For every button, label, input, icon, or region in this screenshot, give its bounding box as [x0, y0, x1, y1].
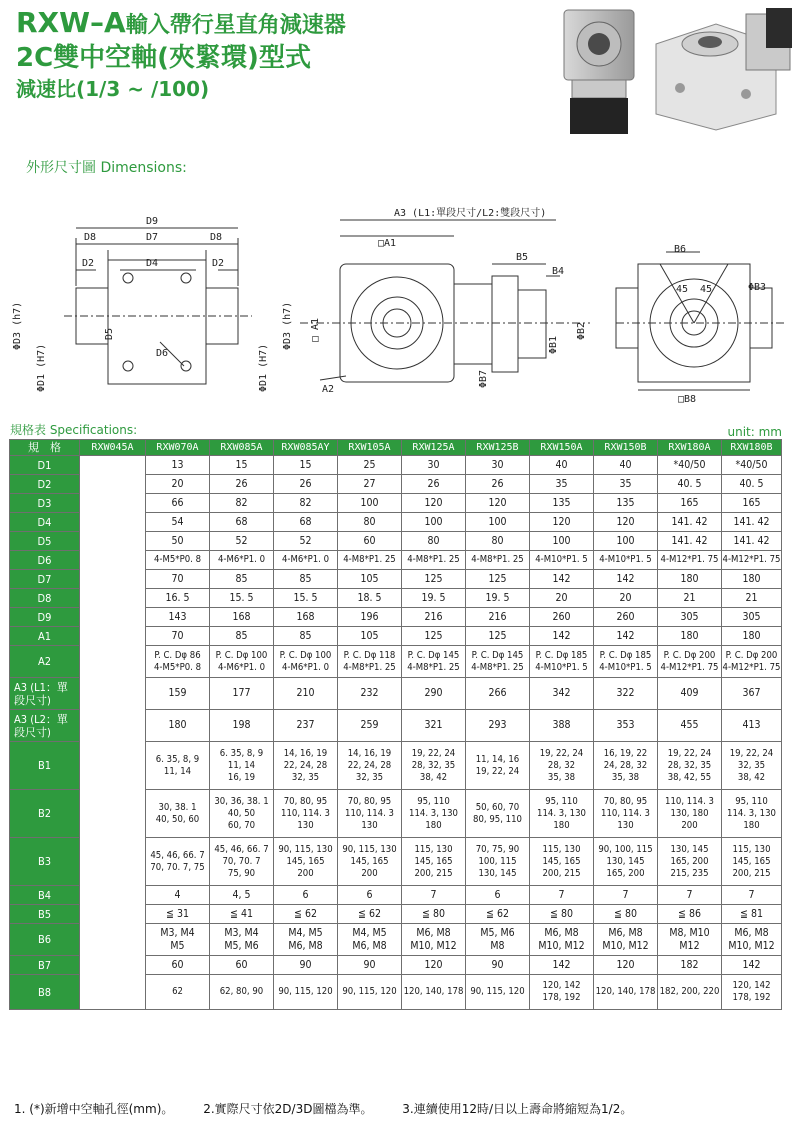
table-cell: ≦ 62	[338, 905, 402, 924]
label-d4: D4	[146, 258, 159, 269]
table-cell: 290	[402, 678, 466, 710]
label-a2: A2	[322, 384, 335, 395]
table-cell: ≦ 80	[594, 905, 658, 924]
table-cell: 182	[658, 956, 722, 975]
table-cell: 60	[210, 956, 274, 975]
table-cell: 143	[146, 608, 210, 627]
table-cell: 120, 140, 178	[402, 975, 466, 1010]
label-b6: B6	[674, 244, 687, 255]
table-cell: 120	[466, 494, 530, 513]
table-cell: 180	[658, 570, 722, 589]
table-cell: 35	[530, 475, 594, 494]
table-cell: ≦ 62	[466, 905, 530, 924]
table-cell: M4, M5 M6, M8	[274, 924, 338, 956]
table-cell: 232	[338, 678, 402, 710]
table-cell: 60	[338, 532, 402, 551]
table-cell: 165	[658, 494, 722, 513]
table-cell: 293	[466, 710, 530, 742]
table-cell: 100	[402, 513, 466, 532]
column-header: RXW125A	[402, 440, 466, 456]
table-cell: 115, 130 145, 165 200, 215	[402, 838, 466, 886]
row-label: D1	[10, 456, 80, 475]
table-cell: 70, 80, 95 110, 114. 3 130	[338, 790, 402, 838]
table-cell: 260	[594, 608, 658, 627]
table-cell: 120, 142 178, 192	[722, 975, 782, 1010]
table-cell: P. C. Dφ 185 4-M10*P1. 5	[530, 646, 594, 678]
table-cell: 15	[210, 456, 274, 475]
label-a1-side: □ A1	[310, 317, 321, 342]
label-d7: D7	[146, 232, 159, 243]
table-cell: 115, 130 145, 165 200, 215	[530, 838, 594, 886]
table-cell: 19, 22, 24 28, 32, 35 38, 42, 55	[658, 742, 722, 790]
label-d8-left: D8	[84, 232, 97, 243]
row-label: B4	[10, 886, 80, 905]
label-d2-left: D2	[82, 258, 95, 269]
label-b5: B5	[516, 252, 529, 263]
table-cell: 4-M8*P1. 25	[338, 551, 402, 570]
table-cell: 110, 114. 3 130, 180 200	[658, 790, 722, 838]
table-cell: 40. 5	[658, 475, 722, 494]
table-cell: 82	[274, 494, 338, 513]
table-cell: 142	[594, 570, 658, 589]
dimensions-label: 外形尺寸圖 Dimensions:	[26, 160, 187, 176]
table-cell: 7	[402, 886, 466, 905]
table-cell: 4-M5*P0. 8	[146, 551, 210, 570]
table-cell: ≦ 86	[658, 905, 722, 924]
table-cell: 21	[658, 589, 722, 608]
table-cell: 4-M8*P1. 25	[466, 551, 530, 570]
product-photo-small	[560, 4, 642, 138]
table-cell: M5, M6 M8	[466, 924, 530, 956]
table-cell: 62, 80, 90	[210, 975, 274, 1010]
label-d8-right: D8	[210, 232, 223, 243]
table-cell: 100	[530, 532, 594, 551]
table-cell: 30	[402, 456, 466, 475]
table-cell: 120	[402, 956, 466, 975]
row-label: B7	[10, 956, 80, 975]
table-cell: 120	[594, 956, 658, 975]
table-cell: 26	[402, 475, 466, 494]
table-cell: 105	[338, 570, 402, 589]
table-cell: 19. 5	[466, 589, 530, 608]
label-b2: ΦB2	[576, 321, 587, 340]
table-cell: 30, 36, 38. 1 40, 50 60, 70	[210, 790, 274, 838]
label-d9: D9	[146, 216, 159, 227]
table-row	[10, 456, 782, 475]
table-cell: 90	[338, 956, 402, 975]
table-cell: 95, 110 114. 3, 130 180	[530, 790, 594, 838]
table-body	[10, 456, 782, 1010]
row-label: D3	[10, 494, 80, 513]
row-label: A2	[10, 646, 80, 678]
label-d1-left: ΦD1 (H7)	[36, 343, 47, 392]
table-cell: 45, 46, 66. 7 70, 70. 7 75, 90	[210, 838, 274, 886]
table-cell: 90, 115, 130 145, 165 200	[338, 838, 402, 886]
table-cell: 159	[146, 678, 210, 710]
table-cell: 62	[146, 975, 210, 1010]
dimension-drawing	[0, 180, 800, 412]
table-cell: 120	[402, 494, 466, 513]
row-label: B3	[10, 838, 80, 886]
table-cell: 90, 100, 115 130, 145 165, 200	[594, 838, 658, 886]
row-label: B1	[10, 742, 80, 790]
table-cell: 90, 115, 120	[274, 975, 338, 1010]
table-cell: P. C. Dφ 185 4-M10*P1. 5	[594, 646, 658, 678]
table-cell: 182, 200, 220	[658, 975, 722, 1010]
table-cell: 20	[530, 589, 594, 608]
table-cell: 4-M6*P1. 0	[274, 551, 338, 570]
table-cell: 7	[594, 886, 658, 905]
table-cell: 68	[274, 513, 338, 532]
table-cell: *40/50	[722, 456, 782, 475]
table-cell: 7	[722, 886, 782, 905]
table-cell: 168	[274, 608, 338, 627]
label-d3-right: ΦD3 (h7)	[282, 301, 293, 350]
table-cell: 125	[466, 627, 530, 646]
table-cell: 14, 16, 19 22, 24, 28 32, 35	[338, 742, 402, 790]
table-cell: 30, 38. 1 40, 50, 60	[146, 790, 210, 838]
table-cell: M8, M10 M12	[658, 924, 722, 956]
label-angle-left: 45	[676, 284, 689, 295]
table-cell: ≦ 62	[274, 905, 338, 924]
table-cell: M6, M8 M10, M12	[594, 924, 658, 956]
title-block	[16, 6, 346, 104]
footer-note-2: 2.實際尺寸依2D/3D圖檔為準。	[203, 1102, 373, 1116]
table-cell: 100	[338, 494, 402, 513]
table-cell: 16. 5	[146, 589, 210, 608]
table-cell: 321	[402, 710, 466, 742]
table-cell: 305	[722, 608, 782, 627]
row-label: B8	[10, 975, 80, 1010]
table-cell: 266	[466, 678, 530, 710]
table-cell: 409	[658, 678, 722, 710]
table-cell: 180	[722, 570, 782, 589]
table-cell: 68	[210, 513, 274, 532]
table-cell: 30	[466, 456, 530, 475]
table-cell: ≦ 31	[146, 905, 210, 924]
table-cell: 7	[658, 886, 722, 905]
label-angle-right: 45	[700, 284, 713, 295]
table-cell: 26	[210, 475, 274, 494]
row-label: D7	[10, 570, 80, 589]
table-cell: ≦ 80	[402, 905, 466, 924]
table-cell: 120, 142 178, 192	[530, 975, 594, 1010]
table-cell: P. C. Dφ 86 4-M5*P0. 8	[146, 646, 210, 678]
column-header: RXW045A	[80, 440, 146, 456]
table-cell: 142	[722, 956, 782, 975]
row-label: A3 (L1：單 段尺寸)	[10, 678, 80, 710]
table-cell: 15	[274, 456, 338, 475]
table-cell: 85	[210, 570, 274, 589]
label-b4: B4	[552, 266, 565, 277]
table-cell: 6	[274, 886, 338, 905]
table-cell: 120	[594, 513, 658, 532]
table-cell: M3, M4 M5, M6	[210, 924, 274, 956]
table-cell: M6, M8 M10, M12	[402, 924, 466, 956]
table-cell: 90, 115, 120	[338, 975, 402, 1010]
column-header: RXW085AY	[274, 440, 338, 456]
label-a3: A3 (L1:單段尺寸/L2:雙段尺寸)	[394, 208, 547, 219]
spec-table	[9, 439, 782, 1010]
table-cell: 4, 5	[210, 886, 274, 905]
table-cell: 95, 110 114. 3, 130 180	[722, 790, 782, 838]
footer-notes	[14, 1100, 658, 1117]
table-cell: 216	[402, 608, 466, 627]
table-cell: M3, M4 M5	[146, 924, 210, 956]
subtitle-type: 2C雙中空軸(夾緊環)型式	[16, 43, 311, 73]
table-cell: 4-M12*P1. 75	[658, 551, 722, 570]
table-cell: 198	[210, 710, 274, 742]
table-cell: 4	[146, 886, 210, 905]
table-cell: 130, 145 165, 200 215, 235	[658, 838, 722, 886]
table-cell: *40/50	[658, 456, 722, 475]
table-cell: P. C. Dφ 118 4-M8*P1. 25	[338, 646, 402, 678]
header-label: 規 格	[10, 440, 80, 456]
table-cell: 455	[658, 710, 722, 742]
table-cell: 11, 14, 16 19, 22, 24	[466, 742, 530, 790]
row-label: A3 (L2：單 段尺寸)	[10, 710, 80, 742]
table-cell: 259	[338, 710, 402, 742]
label-d3-left: ΦD3 (h7)	[12, 301, 23, 350]
table-cell: 142	[530, 956, 594, 975]
table-cell: 141. 42	[722, 532, 782, 551]
table-cell: 142	[530, 627, 594, 646]
table-cell: 40	[594, 456, 658, 475]
label-b1: ΦB1	[548, 335, 559, 354]
table-cell: P. C. Dφ 200 4-M12*P1. 75	[658, 646, 722, 678]
table-cell: 66	[146, 494, 210, 513]
table-cell: 54	[146, 513, 210, 532]
table-cell: 50, 60, 70 80, 95, 110	[466, 790, 530, 838]
table-cell: 260	[530, 608, 594, 627]
table-cell: 237	[274, 710, 338, 742]
footer-note-3: 3.連續使用12時/日以上壽命將縮短為1/2。	[402, 1102, 633, 1116]
table-cell: 388	[530, 710, 594, 742]
table-cell: M6, M8 M10, M12	[722, 924, 782, 956]
table-cell: 18. 5	[338, 589, 402, 608]
table-cell: 180	[658, 627, 722, 646]
table-cell: 13	[146, 456, 210, 475]
table-cell: 353	[594, 710, 658, 742]
table-cell: 6. 35, 8, 9 11, 14	[146, 742, 210, 790]
table-cell: 180	[146, 710, 210, 742]
table-cell: 26	[274, 475, 338, 494]
table-cell: 85	[210, 627, 274, 646]
table-cell: 125	[466, 570, 530, 589]
label-b3: ΦB3	[748, 282, 767, 293]
table-cell: ≦ 41	[210, 905, 274, 924]
table-header-row	[10, 440, 782, 456]
unit-label: unit: mm	[727, 425, 782, 439]
row-label: B2	[10, 790, 80, 838]
specifications-label: 規格表 Specifications:	[10, 423, 138, 437]
table-cell: 305	[658, 608, 722, 627]
table-cell: 6	[338, 886, 402, 905]
column-header: RXW180A	[658, 440, 722, 456]
table-cell: 70, 75, 90 100, 115 130, 145	[466, 838, 530, 886]
table-cell: 70, 80, 95 110, 114. 3 130	[274, 790, 338, 838]
label-d1-right: ΦD1 (H7)	[258, 343, 269, 392]
table-cell: 19. 5	[402, 589, 466, 608]
table-cell: P. C. Dφ 100 4-M6*P1. 0	[274, 646, 338, 678]
table-cell: 15. 5	[274, 589, 338, 608]
row-label: D9	[10, 608, 80, 627]
subtitle-ratio: 減速比(1/3 ~ /100)	[16, 77, 210, 101]
product-photo-large	[646, 4, 796, 132]
table-cell: 6. 35, 8, 9 11, 14 16, 19	[210, 742, 274, 790]
table-cell: 135	[530, 494, 594, 513]
table-cell: 20	[146, 475, 210, 494]
table-cell: 40. 5	[722, 475, 782, 494]
table-cell: 85	[274, 627, 338, 646]
column-header: RXW150B	[594, 440, 658, 456]
label-b8: □B8	[678, 394, 697, 405]
column-header: RXW085A	[210, 440, 274, 456]
label-d6: D6	[156, 348, 169, 359]
table-cell: P. C. Dφ 145 4-M8*P1. 25	[466, 646, 530, 678]
table-cell: 60	[146, 956, 210, 975]
table-cell: 100	[594, 532, 658, 551]
table-cell: 322	[594, 678, 658, 710]
table-cell: 216	[466, 608, 530, 627]
table-cell: 4-M6*P1. 0	[210, 551, 274, 570]
table-cell: 7	[530, 886, 594, 905]
table-cell: 15. 5	[210, 589, 274, 608]
table-cell: 367	[722, 678, 782, 710]
title-model: RXW–A	[16, 6, 126, 39]
table-cell: 50	[146, 532, 210, 551]
table-cell: 413	[722, 710, 782, 742]
label-b7: ΦB7	[478, 369, 489, 388]
table-cell: 20	[594, 589, 658, 608]
table-cell: 90, 115, 130 145, 165 200	[274, 838, 338, 886]
page-title	[16, 6, 346, 42]
table-cell: 141. 42	[658, 513, 722, 532]
table-cell: 26	[466, 475, 530, 494]
table-cell: 52	[210, 532, 274, 551]
column-rxw045a-empty	[80, 456, 146, 1010]
table-cell: 19, 22, 24 28, 32 35, 38	[530, 742, 594, 790]
table-cell: 70	[146, 627, 210, 646]
table-cell: P. C. Dφ 200 4-M12*P1. 75	[722, 646, 782, 678]
table-cell: 100	[466, 513, 530, 532]
table-cell: 45, 46, 66. 7 70, 70. 7, 75	[146, 838, 210, 886]
table-cell: 35	[594, 475, 658, 494]
table-cell: 52	[274, 532, 338, 551]
table-cell: P. C. Dφ 100 4-M6*P1. 0	[210, 646, 274, 678]
table-cell: 125	[402, 627, 466, 646]
table-cell: 4-M8*P1. 25	[402, 551, 466, 570]
table-cell: 125	[402, 570, 466, 589]
table-cell: 90, 115, 120	[466, 975, 530, 1010]
table-cell: 16, 19, 22 24, 28, 32 35, 38	[594, 742, 658, 790]
table-cell: 120, 140, 178	[594, 975, 658, 1010]
row-label: A1	[10, 627, 80, 646]
column-header: RXW105A	[338, 440, 402, 456]
table-cell: 19, 22, 24 32, 35 38, 42	[722, 742, 782, 790]
table-cell: 19, 22, 24 28, 32, 35 38, 42	[402, 742, 466, 790]
table-cell: 4-M10*P1. 5	[530, 551, 594, 570]
table-cell: 6	[466, 886, 530, 905]
row-label: D5	[10, 532, 80, 551]
table-cell: 85	[274, 570, 338, 589]
table-cell: 141. 42	[658, 532, 722, 551]
table-cell: 70	[146, 570, 210, 589]
table-cell: 105	[338, 627, 402, 646]
row-label: D4	[10, 513, 80, 532]
table-cell: 141. 42	[722, 513, 782, 532]
table-cell: 120	[530, 513, 594, 532]
table-cell: 90	[274, 956, 338, 975]
table-cell: 4-M12*P1. 75	[722, 551, 782, 570]
row-label: B6	[10, 924, 80, 956]
table-cell: M6, M8 M10, M12	[530, 924, 594, 956]
table-cell: 90	[466, 956, 530, 975]
table-cell: 14, 16, 19 22, 24, 28 32, 35	[274, 742, 338, 790]
column-header: RXW150A	[530, 440, 594, 456]
table-cell: 40	[530, 456, 594, 475]
row-label: D2	[10, 475, 80, 494]
table-cell: P. C. Dφ 145 4-M8*P1. 25	[402, 646, 466, 678]
table-cell: 25	[338, 456, 402, 475]
table-cell: ≦ 80	[530, 905, 594, 924]
table-cell: 342	[530, 678, 594, 710]
row-label: D8	[10, 589, 80, 608]
table-cell: M4, M5 M6, M8	[338, 924, 402, 956]
table-cell: 80	[338, 513, 402, 532]
title-desc: 輸入帶行星直角減速器	[125, 13, 346, 38]
table-cell: 115, 130 145, 165 200, 215	[722, 838, 782, 886]
table-cell: 180	[722, 627, 782, 646]
table-cell: 82	[210, 494, 274, 513]
row-label: B5	[10, 905, 80, 924]
label-d2-right: D2	[212, 258, 225, 269]
table-cell: 142	[530, 570, 594, 589]
label-a1-top: □A1	[378, 238, 397, 249]
table-cell: 27	[338, 475, 402, 494]
table-cell: 165	[722, 494, 782, 513]
row-label: D6	[10, 551, 80, 570]
column-header: RXW125B	[466, 440, 530, 456]
table-cell: 210	[274, 678, 338, 710]
table-cell: 135	[594, 494, 658, 513]
table-cell: 142	[594, 627, 658, 646]
column-header: RXW180B	[722, 440, 782, 456]
table-cell: 196	[338, 608, 402, 627]
table-cell: 21	[722, 589, 782, 608]
column-header: RXW070A	[146, 440, 210, 456]
table-cell: 80	[402, 532, 466, 551]
table-cell: 80	[466, 532, 530, 551]
table-cell: 177	[210, 678, 274, 710]
table-cell: ≦ 81	[722, 905, 782, 924]
table-cell: 168	[210, 608, 274, 627]
footer-note-1: 1. (*)新增中空軸孔徑(mm)。	[14, 1102, 174, 1116]
table-cell: 70, 80, 95 110, 114. 3 130	[594, 790, 658, 838]
table-cell: 4-M10*P1. 5	[594, 551, 658, 570]
table-cell: 95, 110 114. 3, 130 180	[402, 790, 466, 838]
label-d5: D5	[104, 327, 115, 340]
